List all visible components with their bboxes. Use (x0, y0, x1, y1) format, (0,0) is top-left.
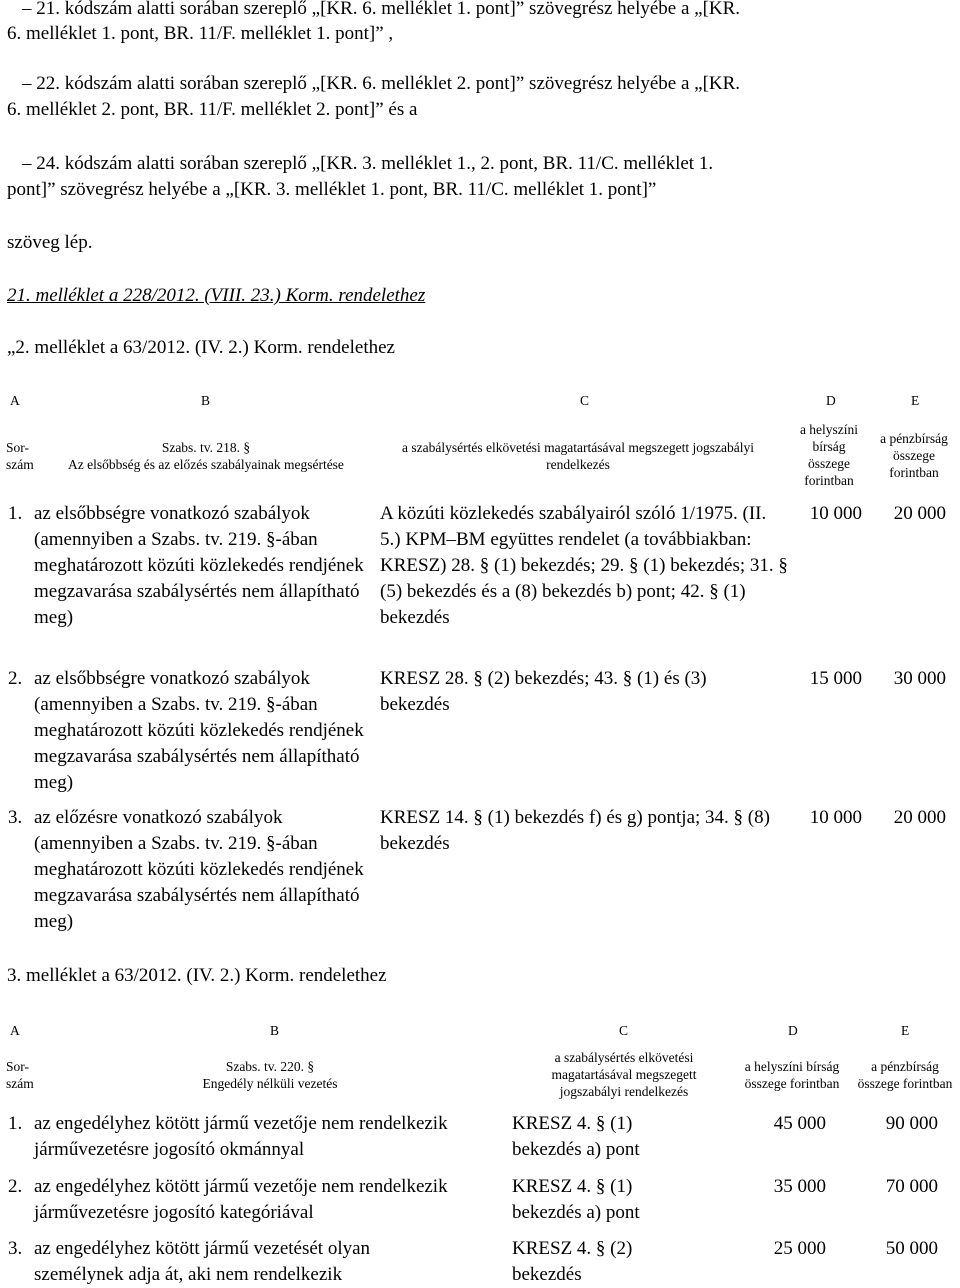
header-c: a szabálysértés elkövetési magatartásával megszegett jogszabályi rendelkezés (402, 440, 754, 472)
fine: 20 000 (893, 503, 946, 524)
col-letter-c: C (580, 393, 590, 408)
row-number: 1. (8, 1113, 23, 1134)
offense-description: az elsőbbségre vonatkozó szabályok (amennyiben a Szabs. tv. 219. §-ában meghatározott közúti közlekedés rendjének megzavarása szabálysértés nem állapítható meg) (34, 668, 364, 793)
header-b-line1: Szabs. tv. 220. § (225, 1059, 315, 1074)
row-number: 2. (8, 668, 23, 689)
intro-line-7: szöveg lép. (7, 232, 93, 253)
onsite-fine: 45 000 (773, 1113, 826, 1134)
fine: 20 000 (893, 807, 946, 828)
annex21-heading: 21. melléklet a 228/2012. (VIII. 23.) Korm. rendelethez (7, 285, 426, 306)
onsite-fine: 10 000 (809, 807, 862, 828)
offense-description: az engedélyhez kötött jármű vezetője nem rendelkezik járművezetésre jogosító okmánnyal (34, 1113, 448, 1160)
col-letter-a: A (10, 1023, 20, 1038)
col-letter-d: D (826, 393, 836, 408)
col-letter-b: B (201, 393, 211, 408)
header-b-line2: Engedély nélküli vezetés (202, 1076, 338, 1091)
header-e: a pénzbírság összege forintban (857, 1059, 953, 1091)
col-letter-c: C (619, 1023, 629, 1038)
header-e: a pénzbírság összege forintban (880, 431, 948, 480)
annex2-heading: „2. melléklet a 63/2012. (IV. 2.) Korm. rendelethez (7, 337, 395, 358)
onsite-fine: 15 000 (809, 668, 862, 689)
fine: 90 000 (885, 1113, 938, 1134)
fine: 70 000 (885, 1176, 938, 1197)
legal-provision: KRESZ 4. § (1) bekezdés a) pont (512, 1176, 640, 1223)
col-letter-a: A (10, 393, 20, 408)
intro-line-6: pont]” szövegrész helyébe a „[KR. 3. melléklet 1. pont, BR. 11/C. melléklet 1. pont]” (7, 179, 657, 200)
onsite-fine: 35 000 (773, 1176, 826, 1197)
offense-description: az engedélyhez kötött jármű vezetését olyan személynek adja át, aki nem rendelkezik (34, 1238, 371, 1285)
col-letter-d: D (788, 1023, 798, 1038)
onsite-fine: 10 000 (809, 503, 862, 524)
header-b-line2: Az elsőbbség és az előzés szabályainak megsértése (68, 457, 344, 472)
intro-line-5: – 24. kódszám alatti sorában szereplő „[KR. 3. melléklet 1., 2. pont, BR. 11/C. melléklet 1. (22, 153, 714, 174)
col-letter-b: B (270, 1023, 280, 1038)
intro-line-2: 6. melléklet 1. pont, BR. 11/F. melléklet 1. pont]” , (7, 23, 394, 44)
legal-provision: KRESZ 4. § (1) bekezdés a) pont (512, 1113, 640, 1160)
offense-description: az elsőbbségre vonatkozó szabályok (amennyiben a Szabs. tv. 219. §-ában meghatározott közúti közlekedés rendjének megzavarása szabálysértés nem állapítható meg) (34, 503, 364, 628)
legal-provision: A közúti közlekedés szabályairól szóló 1/1975. (II. 5.) KPM–BM együttes rendelet (a továbbiakban: KRESZ) 28. § (1) bekezdés; 29. § (1) bekezdés; 31. § (5) bekezdés és a (8) bekezdés b) pont; 42. § (1) bekezdés (380, 503, 788, 628)
col-letter-e: E (901, 1023, 910, 1038)
offense-description: az előzésre vonatkozó szabályok (amennyiben a Szabs. tv. 219. §-ában meghatározott közúti közlekedés rendjének megzavarása szabálysértés nem állapítható meg) (34, 807, 364, 932)
annex3-heading: 3. melléklet a 63/2012. (IV. 2.) Korm. rendelethez (7, 965, 387, 986)
header-d: a helyszíni bírság összege forintban (744, 1059, 840, 1091)
header-b-line1: Szabs. tv. 218. § (161, 440, 251, 455)
intro-line-3: – 22. kódszám alatti sorában szereplő „[KR. 6. melléklet 2. pont]” szövegrész helyébe a „[KR. (22, 73, 741, 94)
intro-line-4: 6. melléklet 2. pont, BR. 11/F. melléklet 2. pont]” és a (7, 99, 418, 120)
offense-description: az engedélyhez kötött jármű vezetője nem rendelkezik járművezetésre jogosító kategóriával (34, 1176, 448, 1223)
header-d: a helyszíni bírság összege forintban (799, 422, 859, 488)
legal-provision: KRESZ 14. § (1) bekezdés f) és g) pontja; 34. § (8) bekezdés (380, 807, 770, 854)
header-c: a szabálysértés elkövetési magatartásával megszegett jogszabályi rendelkezés (551, 1050, 697, 1099)
fine: 50 000 (885, 1238, 938, 1259)
legal-provision: KRESZ 28. § (2) bekezdés; 43. § (1) és (3) bekezdés (380, 668, 707, 715)
intro-line-1: – 21. kódszám alatti sorában szereplő „[KR. 6. melléklet 1. pont]” szövegrész helyébe a „[KR. (22, 0, 741, 19)
col-letter-e: E (911, 393, 920, 408)
row-number: 2. (8, 1176, 23, 1197)
fine: 30 000 (893, 668, 946, 689)
legal-provision: KRESZ 4. § (2) bekezdés (512, 1238, 633, 1285)
onsite-fine: 25 000 (773, 1238, 826, 1259)
row-number: 3. (8, 807, 23, 828)
row-number: 1. (8, 503, 23, 524)
header-row-number: Sor-szám (6, 440, 34, 472)
row-number: 3. (8, 1238, 23, 1259)
header-row-number: Sor-szám (6, 1059, 34, 1091)
